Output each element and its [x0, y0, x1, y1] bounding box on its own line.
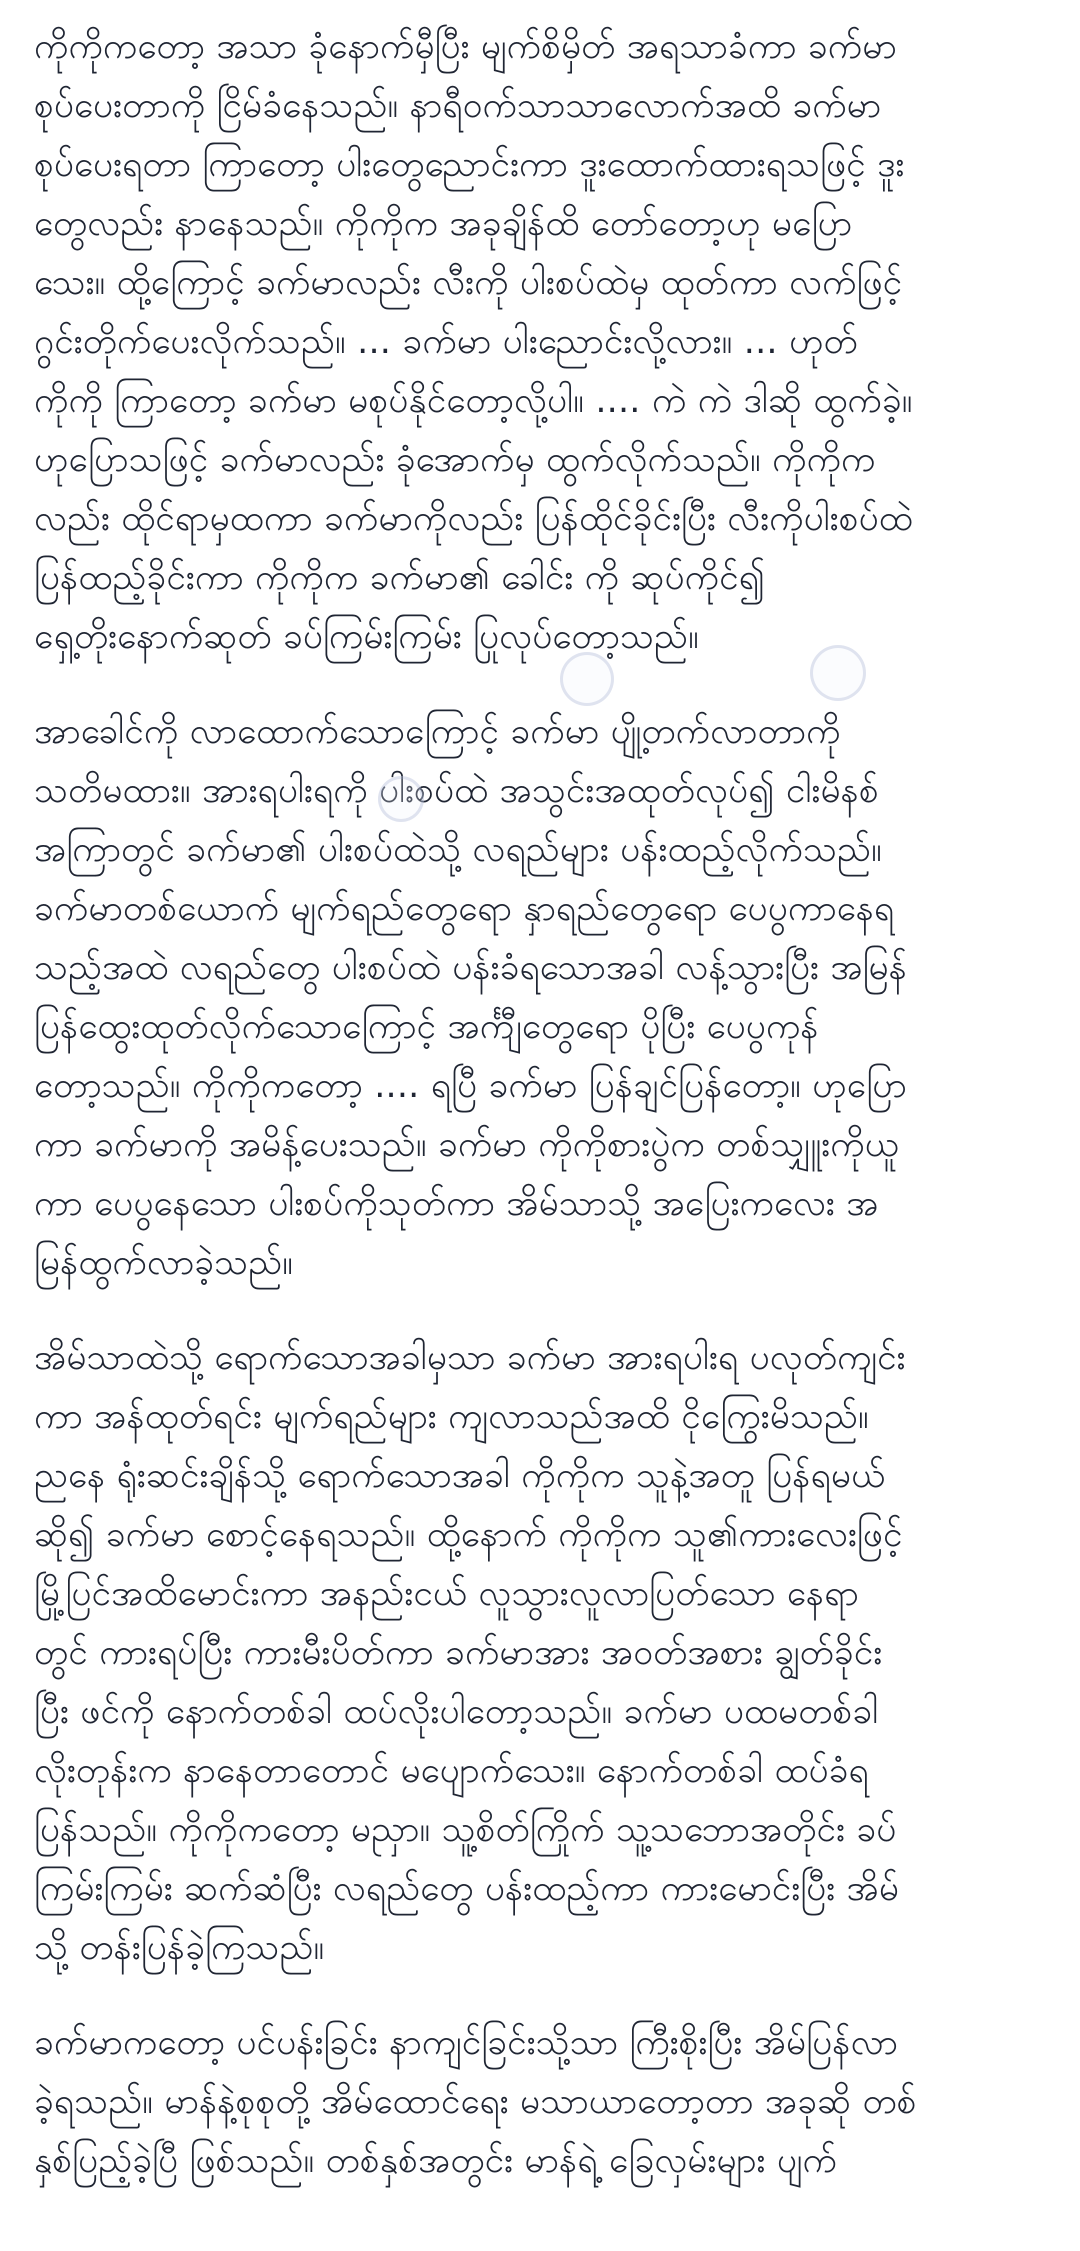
text-line: ကိုကို ကြာတော့ ခက်မာ မစုပ်နိုင်တော့လို့ပါ။ .... ကဲ ကဲ ဒါဆို ထွက်ခဲ့။	[34, 381, 913, 421]
text-line: သည့်အထဲ လရည်တွေ ပါးစပ်ထဲ ပန်းခံရသောအခါ လန့်သွားပြီး အမြန်	[34, 948, 908, 988]
text-line: သို့ တန်းပြန်ခဲ့ကြသည်။	[34, 1928, 325, 1968]
text-line: လိုးတုန်းက နာနေတာတောင် မပျောက်သေး။ နောက်တစ်ခါ ထပ်ခံရ	[34, 1751, 869, 1791]
text-line: သေး။ ထို့ကြောင့် ခက်မာလည်း လီးကို ပါးစပ်ထဲမှ ထုတ်ကာ လက်ဖြင့်	[34, 263, 903, 303]
text-line: မြို့ပြင်အထိမောင်းကာ အနည်းငယ် လူသွားလူလာပြတ်သော နေရာ	[34, 1574, 859, 1614]
paragraph-4	[34, 2014, 1046, 2191]
text-line: တွင် ကားရပ်ပြီး ကားမီးပိတ်ကာ ခက်မာအား အဝတ်အစား ချွတ်ခိုင်း	[34, 1633, 883, 1673]
text-line: ခက်မာကတော့ ပင်ပန်းခြင်း နာကျင်ခြင်းသို့သာ ကြီးစိုးပြီး အိမ်ပြန်လာ	[34, 2023, 898, 2063]
text-line: အိမ်သာထဲသို့ ရောက်သောအခါမှသာ ခက်မာ အားရပါးရ ပလုတ်ကျင်း	[34, 1338, 906, 1378]
paragraph-3	[34, 1329, 1046, 1978]
text-line: မြန်ထွက်လာခဲ့သည်။	[34, 1243, 294, 1283]
text-line: ကာ ခက်မာကို အမိန့်ပေးသည်။ ခက်မာ ကိုကိုစားပွဲက တစ်သျှူးကိုယူ	[34, 1125, 899, 1165]
text-line: ဂွင်းတိုက်ပေးလိုက်သည်။ ... ခက်မာ ပါးညောင်းလို့လား။ ... ဟုတ်	[34, 322, 858, 362]
text-line: ကာ ပေပွနေသော ပါးစပ်ကိုသုတ်ကာ အိမ်သာသို့ အပြေးကလေး အ	[34, 1184, 879, 1224]
paragraph-1	[34, 18, 1046, 667]
text-line: စုပ်ပေးတာကို ငြိမ်ခံနေသည်။ နာရီဝက်သာသာလောက်အထိ ခက်မာ	[34, 86, 882, 126]
text-line: နှစ်ပြည့်ခဲ့ပြီ ဖြစ်သည်။ တစ်နှစ်အတွင်း မာန်ရဲ့ ခြေလှမ်းများ ပျက်	[34, 2141, 837, 2181]
text-line: ခဲ့ရသည်။ မာန်နဲ့စုစုတို့ အိမ်ထောင်ရေး မသာယာတော့တာ အခုဆို တစ်	[34, 2082, 917, 2122]
text-line: လည်း ထိုင်ရာမှထကာ ခက်မာကိုလည်း ပြန်ထိုင်ခိုင်းပြီး လီးကိုပါးစပ်ထဲ	[34, 499, 913, 539]
text-line: တော့သည်။ ကိုကိုကတော့ .... ရပြီ ခက်မာ ပြန်ချင်ပြန်တော့။ ဟုပြော	[34, 1066, 907, 1106]
text-line: ရှေ့တိုးနောက်ဆုတ် ခပ်ကြမ်းကြမ်း ပြုလုပ်တော့သည်။	[34, 617, 699, 657]
text-line: ဟုပြောသဖြင့် ခက်မာလည်း ခုံအောက်မှ ထွက်လိုက်သည်။ ကိုကိုက	[34, 440, 876, 480]
text-line: အာခေါင်ကို လာထောက်သောကြောင့် ခက်မာ ပျို့တက်လာတာကို	[34, 712, 841, 752]
text-line: တွေလည်း နာနေသည်။ ကိုကိုက အခုချိန်ထိ တော်တော့ဟု မပြော	[34, 204, 853, 244]
text-line: ပြန်ထည့်ခိုင်းကာ ကိုကိုက ခက်မာ၏ ခေါင်း ကို ဆုပ်ကိုင်၍	[34, 558, 766, 598]
text-line: စုပ်ပေးရတာ ကြာတော့ ပါးတွေညောင်းကာ ဒူးထောက်ထားရသဖြင့် ဒူး	[34, 145, 905, 185]
text-line: ညနေ ရုံးဆင်းချိန်သို့ ရောက်သောအခါ ကိုကိုက သူနဲ့အတူ ပြန်ရမယ်	[34, 1456, 886, 1496]
text-line: ပြန်ထွေးထုတ်လိုက်သောကြောင့် အင်္ကျီတွေရော ပိုပြီး ပေပွကုန်	[34, 1007, 819, 1047]
text-line: ကာ အန်ထုတ်ရင်း မျက်ရည်များ ကျလာသည်အထိ ငိုကြွေးမိသည်။	[34, 1397, 869, 1437]
text-line: ဆို၍ ခက်မာ စောင့်နေရသည်။ ထို့နောက် ကိုကိုက သူ၏ကားလေးဖြင့်	[34, 1515, 903, 1555]
text-line: ကြမ်းကြမ်း ဆက်ဆံပြီး လရည်တွေ ပန်းထည့်ကာ ကားမောင်းပြီး အိမ်	[34, 1869, 900, 1909]
text-line: အကြာတွင် ခက်မာ၏ ပါးစပ်ထဲသို့ လရည်များ ပန်းထည့်လိုက်သည်။	[34, 830, 882, 870]
paragraph-2	[34, 703, 1046, 1293]
text-line: ပြီး ဖင်ကို နောက်တစ်ခါ ထပ်လိုးပါတော့သည်။ ခက်မာ ပထမတစ်ခါ	[34, 1692, 879, 1732]
text-line: ပြန်သည်။ ကိုကိုကတော့ မညှာ။ သူ့စိတ်ကြိုက် သူ့သဘောအတိုင်း ခပ်	[34, 1810, 897, 1850]
text-line: သတိမထား။ အားရပါးရကို ပါးစပ်ထဲ အသွင်းအထုတ်လုပ်၍ ငါးမိနစ်	[34, 771, 879, 811]
text-line: ကိုကိုကတော့ အသာ ခုံနောက်မှီပြီး မျက်စိမှိတ် အရသာခံကာ ခက်မာ	[34, 27, 897, 67]
text-line: ခက်မာတစ်ယောက် မျက်ရည်တွေရော နှာရည်တွေရော ပေပွကာနေရ	[34, 889, 895, 929]
